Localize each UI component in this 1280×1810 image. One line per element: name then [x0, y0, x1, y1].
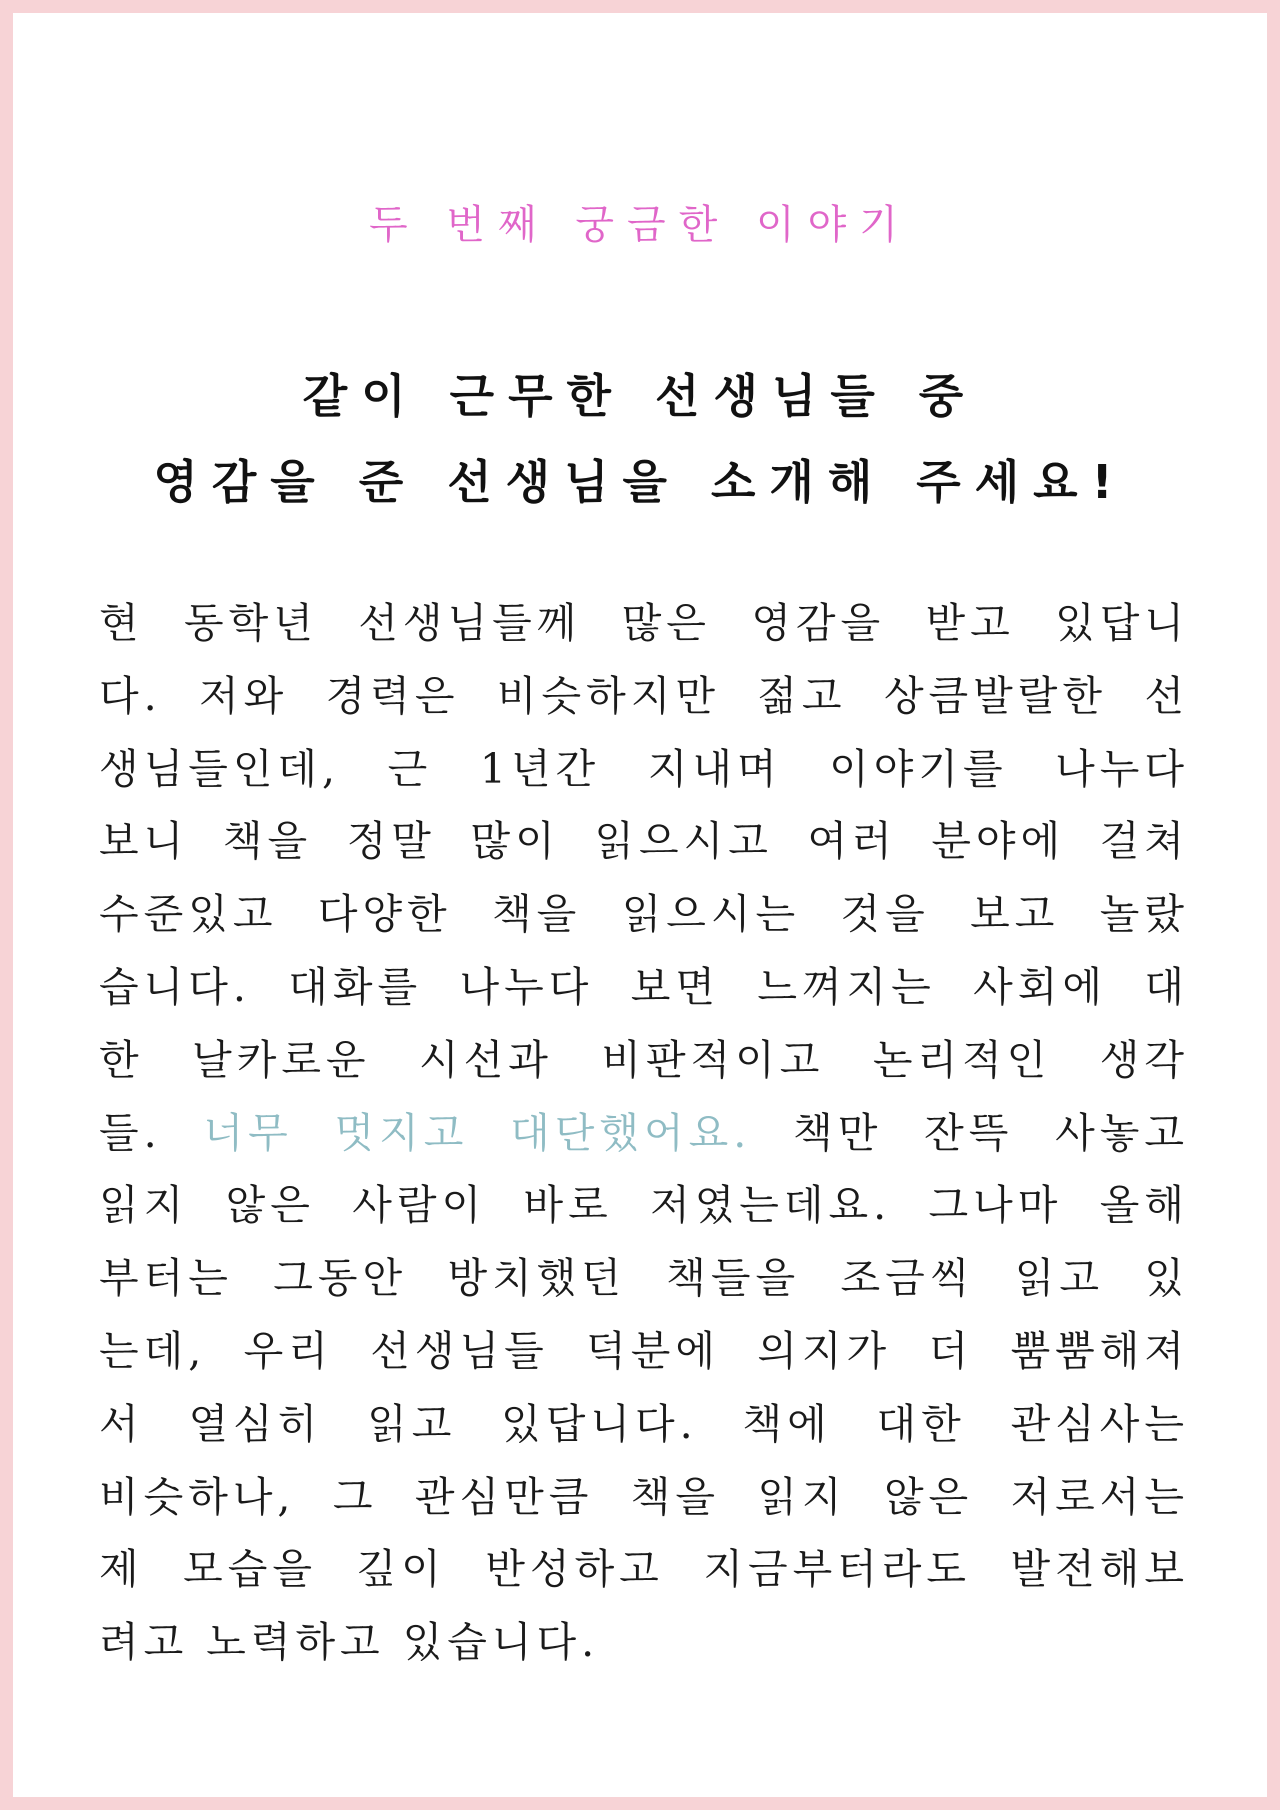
- answer-line: 서 열심히 읽고 있답니다. 책에 대한 관심사는: [99, 1399, 1189, 1448]
- answer-line: 한 날카로운 시선과 비판적이고 논리적인 생각: [99, 1035, 1189, 1084]
- highlighted-phrase: 너무 멋지고 대단했어요.: [203, 1108, 752, 1157]
- section-subtitle: 두 번째 궁금한 이야기: [369, 202, 911, 248]
- answer-line: [99, 1097, 1189, 1170]
- answer-line: 읽지 않은 사람이 바로 저였는데요. 그나마 올해: [99, 1181, 1189, 1230]
- answer-line: 다. 저와 경력은 비슷하지만 젊고 상큼발랄한 선: [99, 671, 1189, 720]
- question-title-line-2: 영감을 준 선생님을 소개해 주세요!: [153, 455, 1127, 509]
- answer-line: 습니다. 대화를 나누다 보면 느껴지는 사회에 대: [99, 962, 1189, 1011]
- question-title-line-1: 같이 근무한 선생님들 중: [302, 369, 978, 423]
- answer-line: 수준있고 다양한 책을 읽으시는 것을 보고 놀랐: [99, 890, 1189, 939]
- answer-line: 제 모습을 깊이 반성하고 지금부터라도 발전해보: [99, 1545, 1189, 1594]
- answer-line-end: 책만 잔뜩 사놓고: [751, 1108, 1189, 1157]
- answer-line: 현 동학년 선생님들께 많은 영감을 받고 있답니: [99, 599, 1189, 647]
- answer-line: 생님들인데, 근 1년간 지내며 이야기를 나누다: [99, 744, 1189, 793]
- answer-line: 보니 책을 정말 많이 읽으시고 여러 분야에 걸쳐: [99, 817, 1189, 866]
- answer-line: 부터는 그동안 방치했던 책들을 조금씩 읽고 있: [99, 1254, 1189, 1303]
- answer-line: 비슷하나, 그 관심만큼 책을 읽지 않은 저로서는: [99, 1472, 1189, 1521]
- question-title: [13, 353, 1267, 525]
- answer-line-start: 들.: [99, 1108, 204, 1157]
- answer-line: 려고 노력하고 있습니다.: [99, 1618, 600, 1667]
- page: [13, 13, 1267, 1797]
- answer-body: [99, 587, 1189, 1679]
- answer-line: 는데, 우리 선생님들 덕분에 의지가 더 뿜뿜해져: [99, 1326, 1189, 1375]
